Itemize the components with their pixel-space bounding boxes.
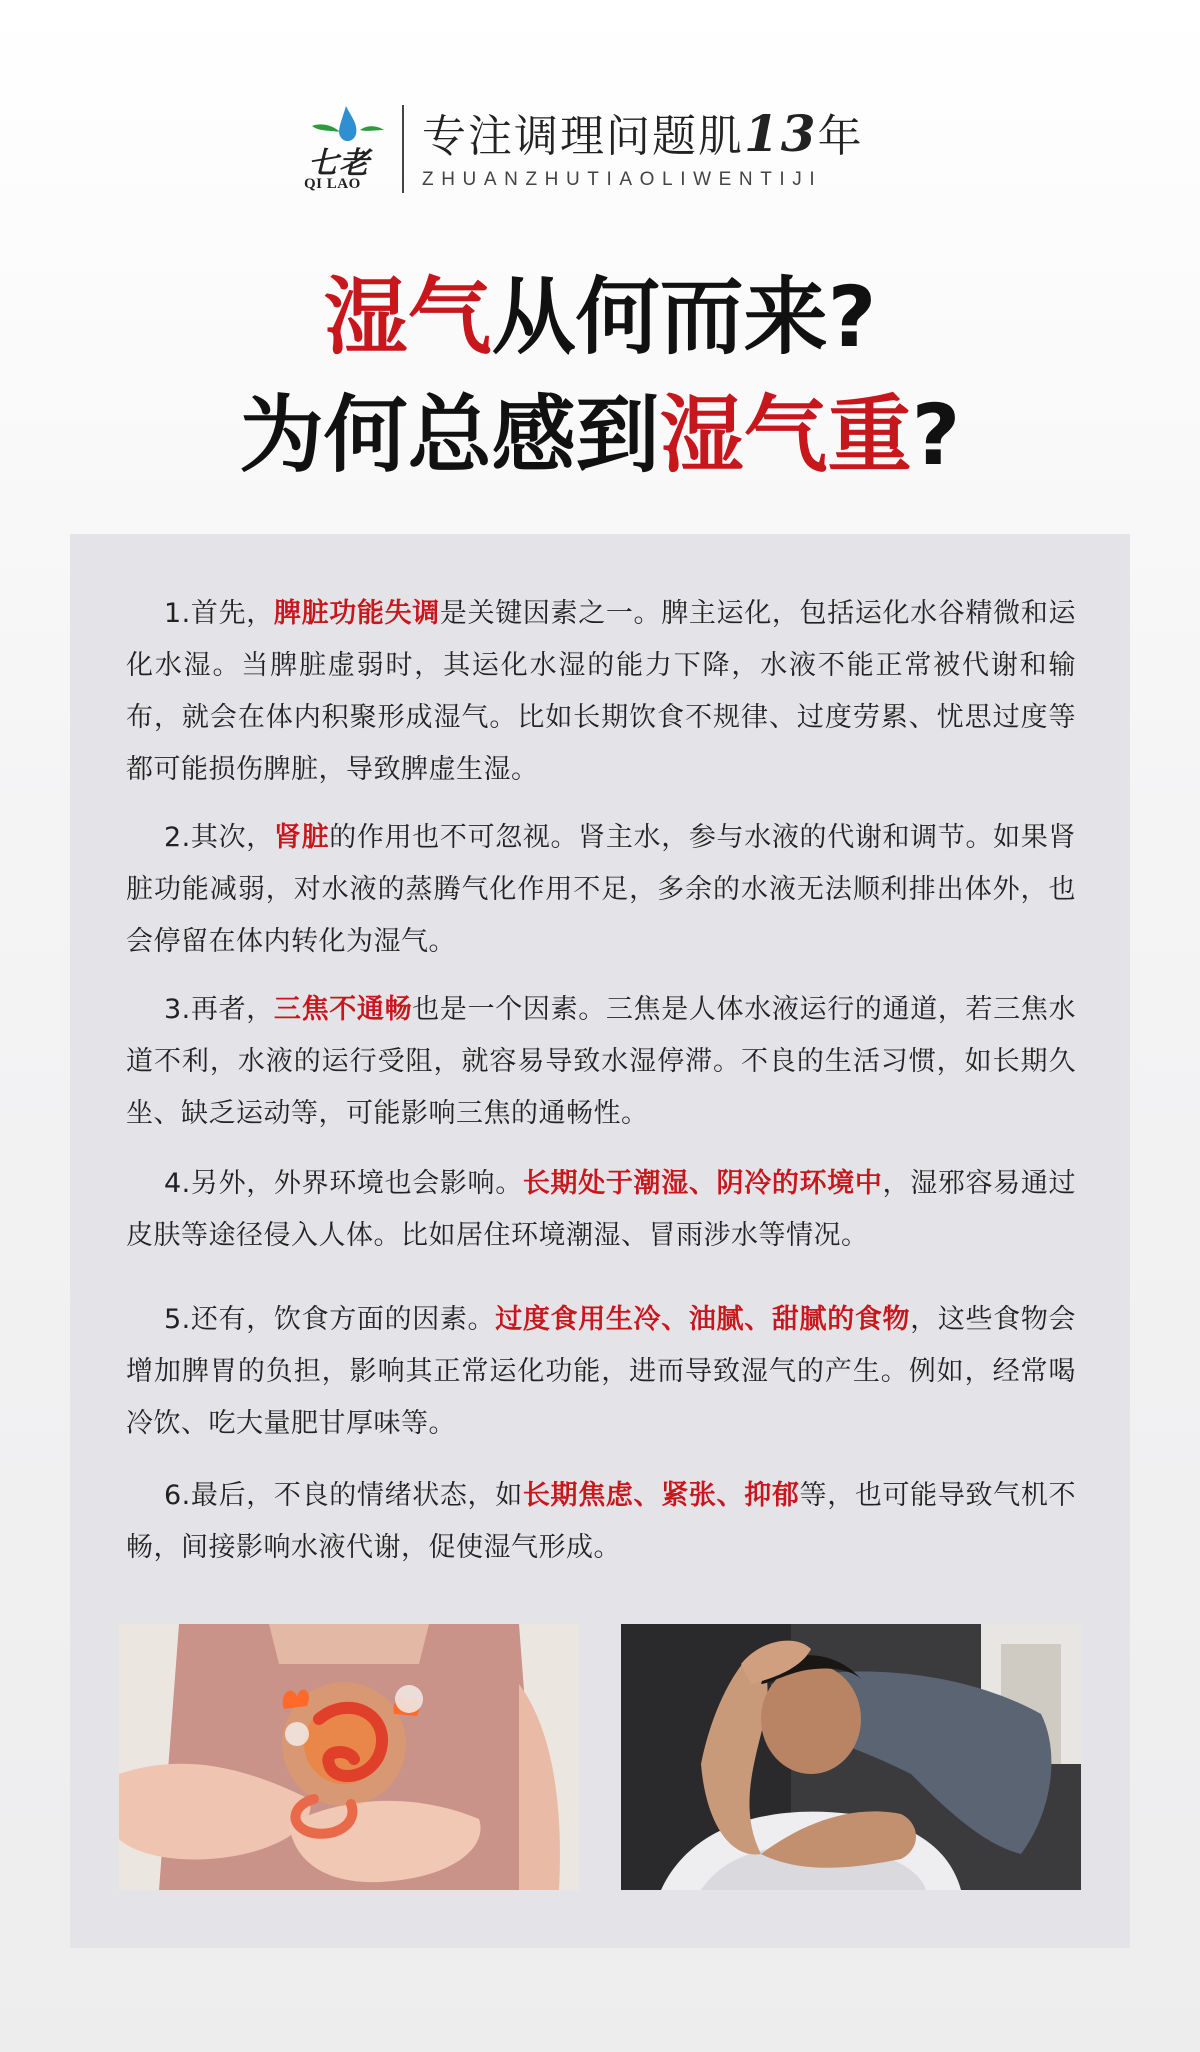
title-line2-end: ? <box>911 386 961 484</box>
title-line1-highlight: 湿气 <box>323 268 492 366</box>
stomach-pain-illustration <box>119 1624 579 1890</box>
logo-english: QI LAO <box>304 176 361 192</box>
paragraph-3-body: 也是一个因素。三焦是人体水液运行的通道，若三焦水道不利，水液的运行受阻，就容易导致水湿停滞。不良的生活习惯，如长期久坐、缺乏运动等，可能影响三焦的通畅性。 <box>126 994 1077 1129</box>
stomach-pain-photo <box>119 1624 579 1890</box>
paragraph-4-highlight: 长期处于潮湿、阴冷的环境中 <box>522 1168 883 1199</box>
slogan-number: 13 <box>744 103 818 163</box>
brand-slogan <box>422 103 864 163</box>
brand-header <box>300 104 864 194</box>
paragraph-2 <box>126 812 1076 968</box>
paragraph-4 <box>126 1158 1076 1262</box>
title-line-2 <box>0 376 1200 494</box>
title-line-1 <box>0 258 1200 376</box>
content-card <box>70 534 1130 1948</box>
paragraph-2-lead: 2.其次， <box>164 822 274 853</box>
title-line1-text: 从何而来? <box>491 268 877 366</box>
paragraph-5-highlight: 过度食用生冷、油腻、甜腻的食物 <box>495 1304 911 1335</box>
paragraph-5 <box>126 1294 1076 1450</box>
paragraph-5-lead: 5.还有，饮食方面的因素。 <box>164 1304 496 1335</box>
paragraph-1-lead: 1.首先， <box>164 598 274 629</box>
slogan-prefix: 专注调理问题肌 <box>422 110 744 162</box>
stressed-man-photo <box>621 1624 1081 1890</box>
title-line2-start: 为何总感到 <box>239 386 660 484</box>
paragraph-6 <box>126 1470 1076 1574</box>
brand-pinyin: ZHUANZHUTIAOLIWENTIJI <box>422 168 823 190</box>
brand-logo <box>300 104 390 194</box>
paragraph-3-highlight: 三焦不通畅 <box>273 994 413 1025</box>
slogan-suffix: 年 <box>817 110 864 162</box>
paragraph-3 <box>126 984 1076 1140</box>
logo-chinese: 七老 <box>308 146 370 181</box>
paragraph-4-body: ，湿邪容易通过皮肤等途径侵入人体。比如居住环境潮湿、冒雨涉水等情况。 <box>126 1168 1077 1251</box>
title-line2-highlight: 湿气重 <box>659 386 912 484</box>
paragraph-6-lead: 6.最后，不良的情绪状态，如 <box>164 1480 523 1511</box>
paragraph-3-lead: 3.再者， <box>164 994 274 1025</box>
page-title <box>0 258 1200 494</box>
paragraph-1-highlight: 脾脏功能失调 <box>273 598 440 629</box>
paragraph-2-body: 的作用也不可忽视。肾主水，参与水液的代谢和调节。如果肾脏功能减弱，对水液的蒸腾气化作用不足，多余的水液无法顺利排出体外，也会停留在体内转化为湿气。 <box>126 822 1077 957</box>
brand-divider <box>402 105 404 193</box>
paragraph-2-highlight: 肾脏 <box>273 822 330 853</box>
paragraph-4-lead: 4.另外，外界环境也会影响。 <box>164 1168 523 1199</box>
paragraph-1-body: 是关键因素之一。脾主运化，包括运化水谷精微和运化水湿。当脾脏虚弱时，其运化水湿的能力下降，水液不能正常被代谢和输布，就会在体内积聚形成湿气。比如长期饮食不规律、过度劳累、忧思过度等都可能损伤脾脏，导致脾虚生湿。 <box>126 598 1077 785</box>
paragraph-5-body: ，这些食物会增加脾胃的负担，影响其正常运化功能，进而导致湿气的产生。例如，经常喝冷饮、吃大量肥甘厚味等。 <box>126 1304 1077 1439</box>
paragraph-6-highlight: 长期焦虑、紧张、抑郁 <box>522 1480 800 1511</box>
stressed-man-illustration <box>621 1624 1081 1890</box>
brand-text <box>422 103 864 191</box>
paragraph-1 <box>126 588 1076 796</box>
paragraph-6-body: 等，也可能导致气机不畅，间接影响水液代谢，促使湿气形成。 <box>126 1480 1077 1563</box>
